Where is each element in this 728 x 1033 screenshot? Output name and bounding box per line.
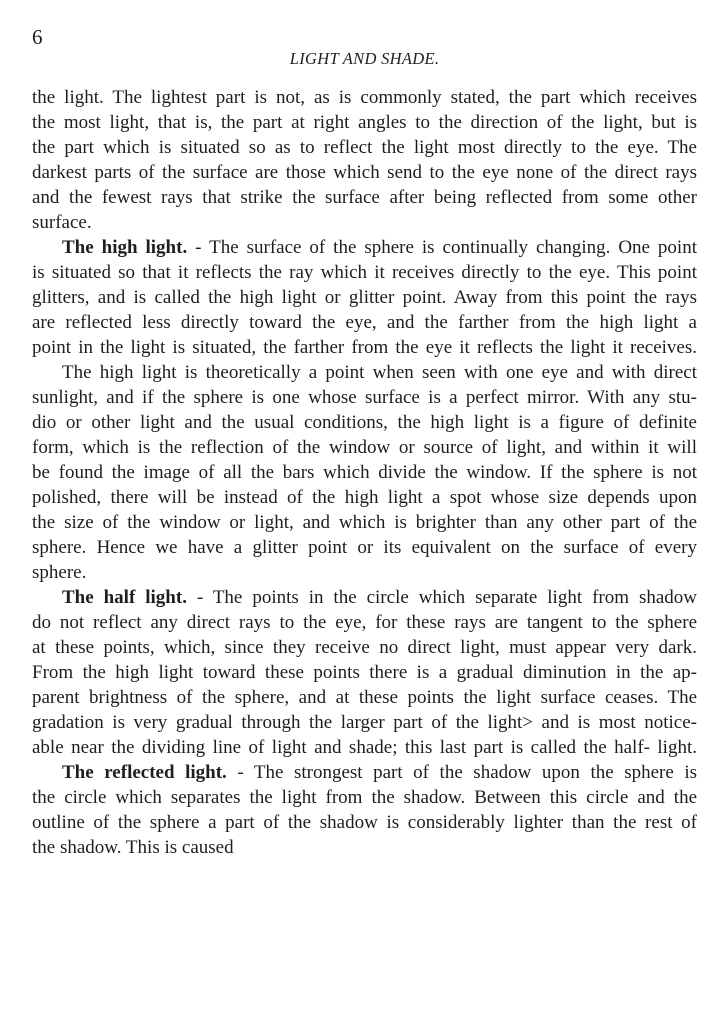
paragraph-lead: The half light.	[62, 587, 187, 608]
paragraph-2-the-high-light	[32, 235, 697, 360]
paragraph-5-the-reflected-light	[32, 760, 697, 860]
page-number: 6	[32, 25, 43, 49]
paragraph-4-the-half-light	[32, 585, 697, 760]
text-line	[32, 760, 697, 785]
text-line: the size of the window or light, and which is brighter than any other part of the	[32, 512, 697, 533]
text-line: darkest parts of the surface are those which send to the eye none of the direct rays	[32, 162, 697, 183]
paragraph-3	[32, 360, 697, 585]
text-line: From the high light toward these points there is a gradual diminution in the ap-	[32, 662, 697, 683]
lead-line-rest: - The strongest part of the shadow upon the sphere is	[226, 762, 698, 783]
text-line: the part which is situated so as to reflect the light most directly to the eye. The	[32, 137, 697, 158]
text-line: and the fewest rays that strike the surface after being reflected from some other	[32, 187, 697, 208]
text-line: form, which is the reflection of the window or source of light, and within it will	[32, 437, 697, 458]
lead-line-rest: - The surface of the sphere is continually changing. One point	[187, 237, 697, 258]
text-line: glitters, and is called the high light or glitter point. Away from this point the rays	[32, 287, 697, 308]
text-line	[32, 235, 697, 260]
text-line: sunlight, and if the sphere is one whose surface is a perfect mirror. With any stu-	[32, 387, 697, 408]
text-line	[32, 585, 697, 610]
text-line: surface.	[32, 212, 92, 233]
paragraph-lead: The reflected light.	[62, 762, 227, 783]
text-line: parent brightness of the sphere, and at these points the light surface ceases. The	[32, 687, 697, 708]
lead-line-rest: - The points in the circle which separate light from shadow	[186, 587, 697, 608]
text-line: the most light, that is, the part at right angles to the direction of the light, but is	[32, 112, 697, 133]
text-line: point in the light is situated, the farther from the eye it reflects the light it receives.	[32, 337, 697, 358]
text-line: the circle which separates the light from the shadow. Between this circle and the	[32, 787, 697, 808]
text-line: able near the dividing line of light and shade; this last part is called the half- light.	[32, 737, 697, 758]
text-line: are reflected less directly toward the eye, and the farther from the high light a	[32, 312, 697, 333]
body-text	[32, 85, 697, 860]
text-line: gradation is very gradual through the larger part of the light> and is most notice-	[32, 712, 697, 733]
text-line: polished, there will be instead of the high light a spot whose size depends upon	[32, 487, 697, 508]
text-line: sphere.	[32, 562, 87, 583]
text-line: be found the image of all the bars which divide the window. If the sphere is not	[32, 462, 697, 483]
text-line: the light. The lightest part is not, as is commonly stated, the part which receives	[32, 87, 697, 108]
text-line: is situated so that it reflects the ray which it receives directly to the eye. This point	[32, 262, 697, 283]
text-line: sphere. Hence we have a glitter point or its equivalent on the surface of every	[32, 537, 697, 558]
paragraph-1	[32, 85, 697, 235]
text-line: outline of the sphere a part of the shadow is considerably lighter than the rest of	[32, 812, 697, 833]
text-line: do not reflect any direct rays to the eye, for these rays are tangent to the sphere	[32, 612, 697, 633]
paragraph-lead: The high light.	[62, 237, 188, 258]
running-title: LIGHT AND SHADE.	[289, 49, 440, 68]
text-line: at these points, which, since they receive no direct light, must appear very dark.	[32, 637, 697, 658]
text-line: The high light is theoretically a point when seen with one eye and with direct	[62, 362, 697, 383]
text-line: dio or other light and the usual conditions, the high light is a figure of definite	[32, 412, 697, 433]
text-line: the shadow. This is caused	[32, 837, 234, 858]
